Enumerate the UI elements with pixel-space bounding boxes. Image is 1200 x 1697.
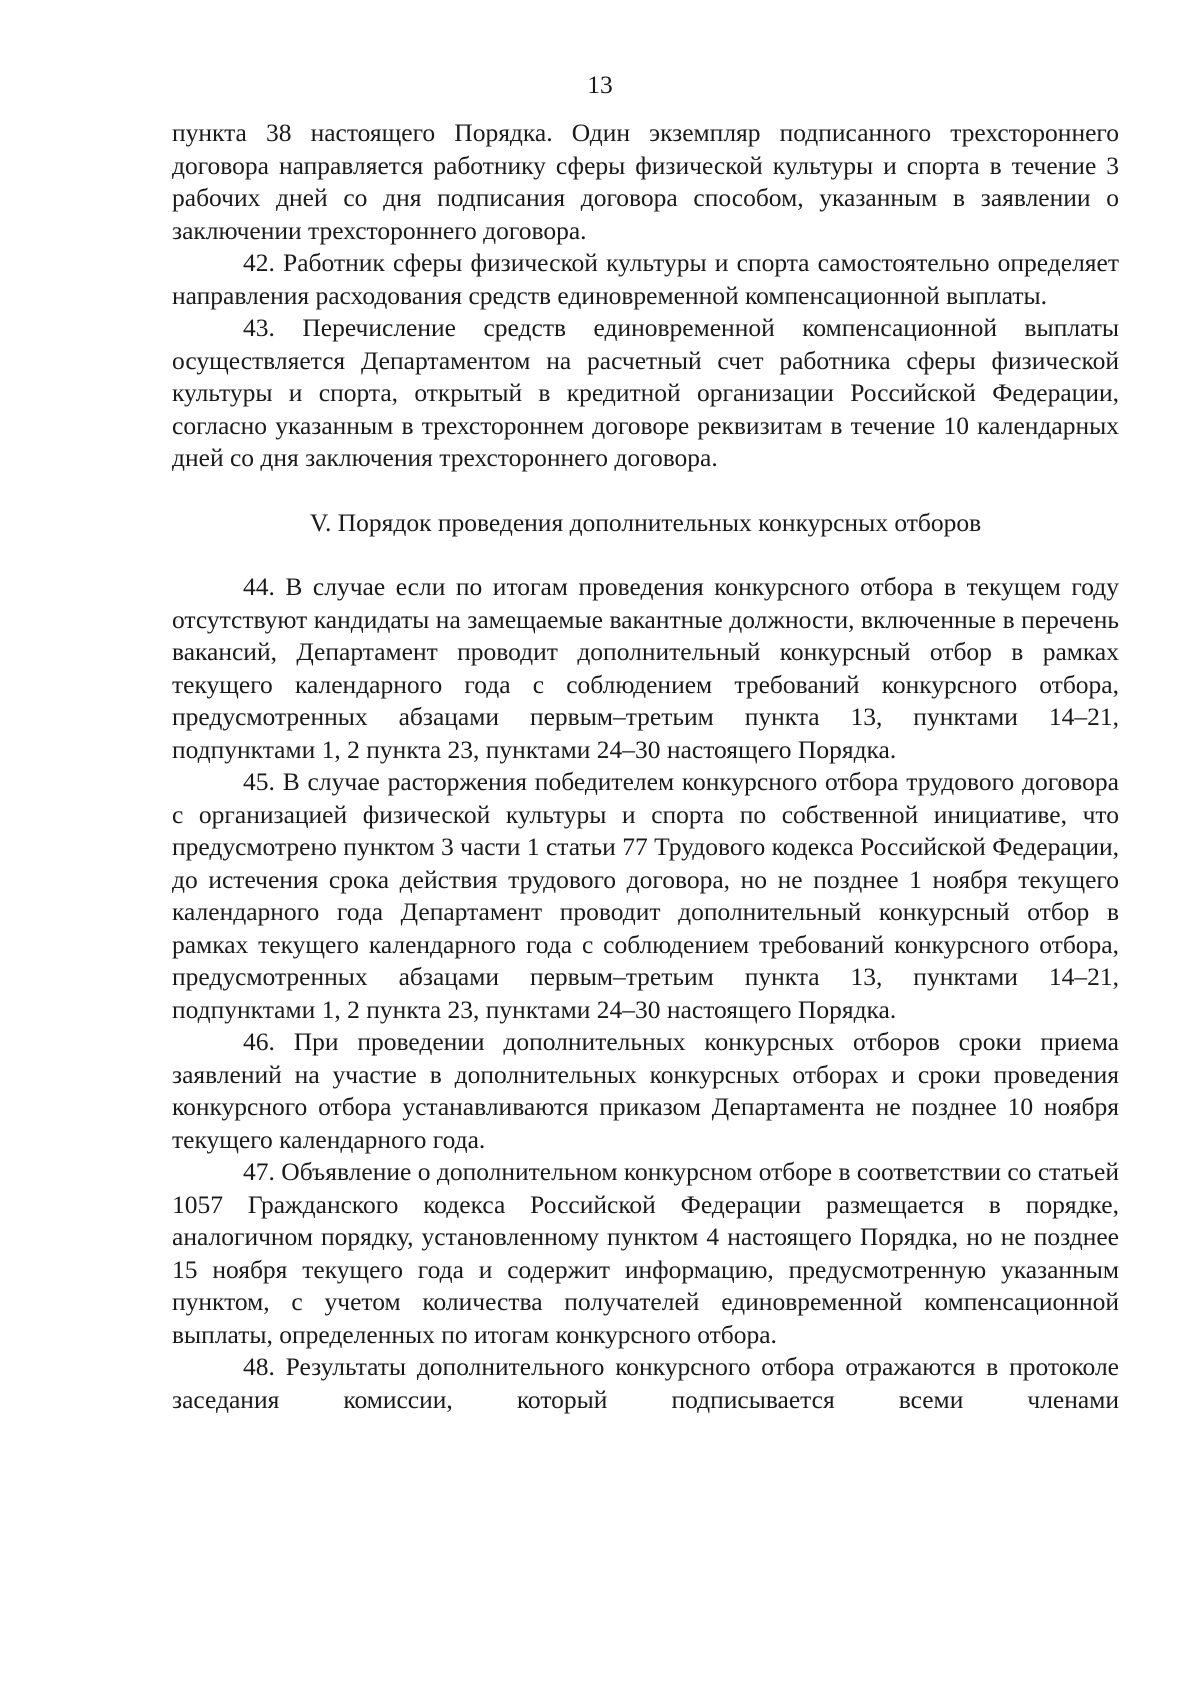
document-body <box>172 117 1119 1416</box>
paragraph-41-continuation: пункта 38 настоящего Порядка. Один экземпляр подписанного трехстороннего договора направляется работнику сферы физической культуры и спорта в течение 3 рабочих дней со дня подписания договора способом, указанным в заявлении о заключении трехстороннего договора. <box>172 118 1119 245</box>
paragraph-46: 46. При проведении дополнительных конкурсных отборов сроки приема заявлений на участие в дополнительных конкурсных отборах и сроки проведения конкурсного отбора устанавливаются приказом Департамента не позднее 10 ноября текущего календарного года. <box>172 1027 1119 1154</box>
paragraph-48: 48. Результаты дополнительного конкурсного отбора отражаются в протоколе заседания комиссии, который подписывается всеми членами <box>172 1352 1119 1414</box>
paragraph-47: 47. Объявление о дополнительном конкурсном отборе в соответствии со статьей 1057 Гражданского кодекса Российской Федерации размещается в порядке, аналогичном порядку, установленному пунктом 4 настоящего Порядка, но не позднее 15 ноября текущего года и содержит информацию, предусмотренную указанным пунктом, с учетом количества получателей единовременной компенсационной выплаты, определенных по итогам конкурсного отбора. <box>172 1157 1119 1349</box>
paragraph-45: 45. В случае расторжения победителем конкурсного отбора трудового договора с организацией физической культуры и спорта по собственной инициативе, что предусмотрено пунктом 3 части 1 статьи 77 Трудового кодекса Российской Федерации, до истечения срока действия трудового договора, но не позднее 1 ноября текущего календарного года Департамент проводит дополнительный конкурсный отбор в рамках текущего календарного года с соблюдением требований конкурсного отбора, предусмотренных абзацами первым–третьим пункта 13, пунктами 14–21, подпунктами 1, 2 пункта 23, пунктами 24–30 настоящего Порядка. <box>172 767 1119 1024</box>
paragraph-42: 42. Работник сферы физической культуры и спорта самостоятельно определяет направления расходования средств единовременной компенсационной выплаты. <box>172 248 1119 310</box>
section-heading: V. Порядок проведения дополнительных конкурсных отборов <box>309 507 982 537</box>
paragraph-43: 43. Перечисление средств единовременной компенсационной выплаты осуществляется Департаментом на расчетный счет работника сферы физической культуры и спорта, открытый в кредитной организации Российской Федерации, согласно указанным в трехстороннем договоре реквизитам в течение 10 календарных дней со дня заключения трехстороннего договора. <box>172 313 1119 472</box>
paragraph-44: 44. В случае если по итогам проведения конкурсного отбора в текущем году отсутствуют кандидаты на замещаемые вакантные должности, включенные в перечень вакансий, Департамент проводит дополнительный конкурсный отбор в рамках текущего календарного года с соблюдением требований конкурсного отбора, предусмотренных абзацами первым–третьим пункта 13, пунктами 14–21, подпунктами 1, 2 пункта 23, пунктами 24–30 настоящего Порядка. <box>172 572 1119 764</box>
page-number: 13 <box>587 70 613 99</box>
